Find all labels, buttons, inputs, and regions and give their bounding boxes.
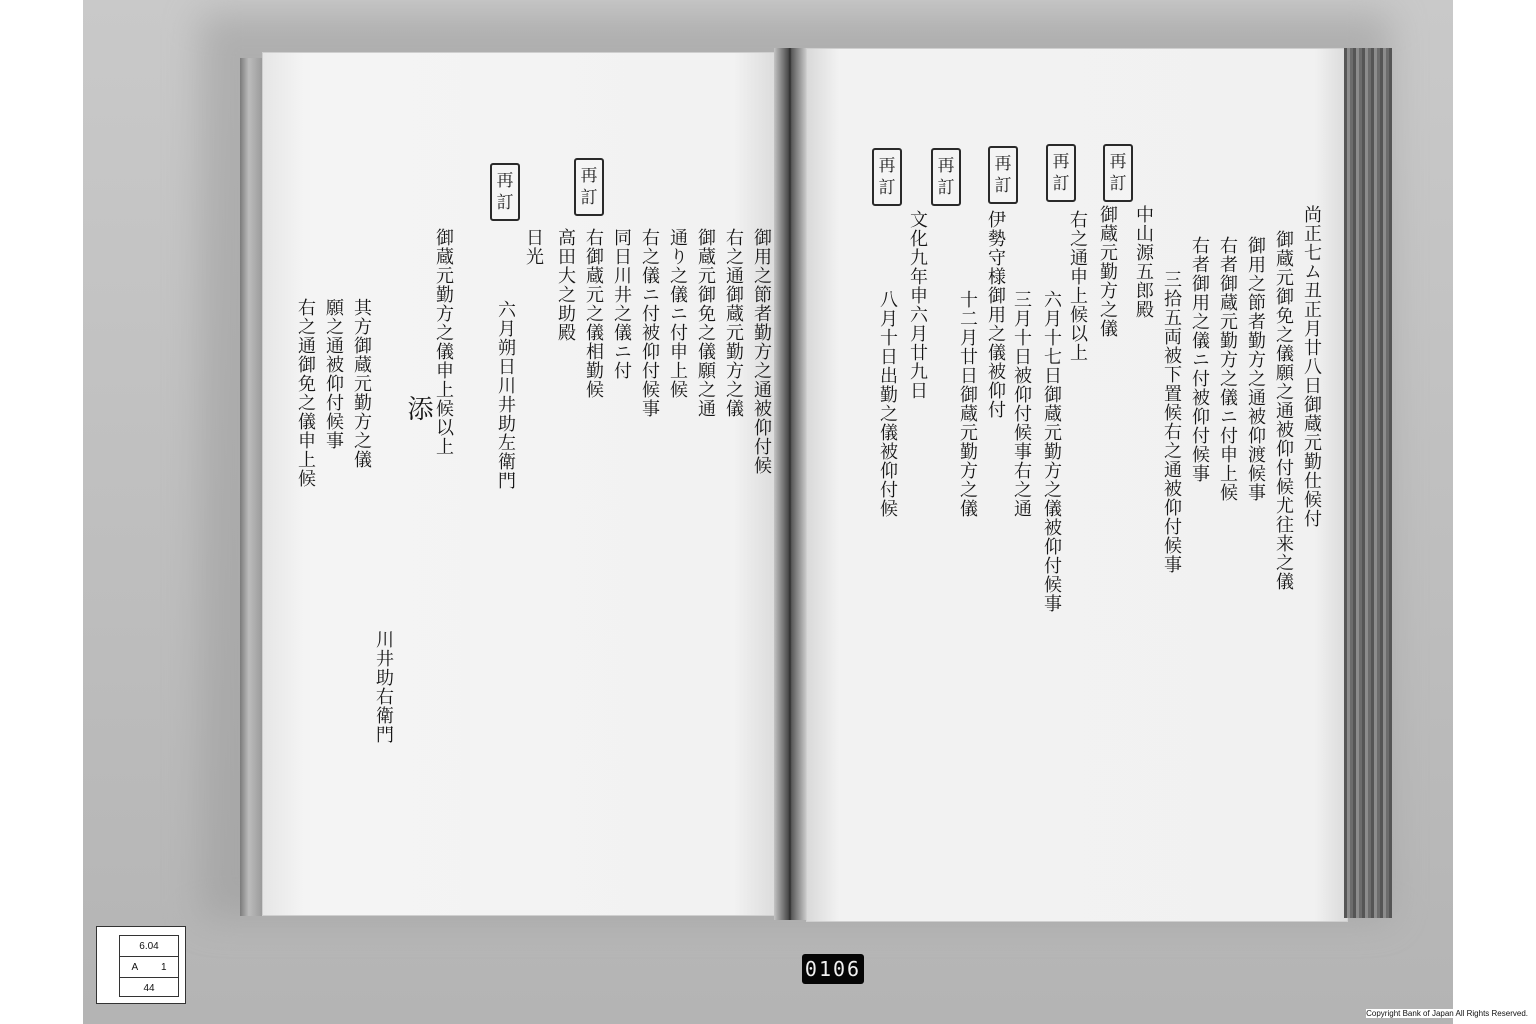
text-column: 伊勢守様御用之儀被仰付 [985, 210, 1006, 419]
text-column: 右者御蔵元勤方之儀ニ付申上候 [1217, 236, 1238, 502]
text-column: 右之通御蔵元勤方之儀 [723, 228, 744, 418]
revision-stamp [1046, 144, 1076, 202]
revision-stamp [574, 158, 604, 216]
text-column: 御蔵元勤方之儀 [1097, 205, 1118, 338]
text-column: 六月十七日御蔵元勤方之儀被仰付候事 [1041, 290, 1062, 613]
book-gutter [774, 48, 806, 920]
stamp-char-bottom: 訂 [496, 193, 514, 213]
stamp-char-bottom: 訂 [1109, 174, 1127, 194]
catalog-row-volume [120, 957, 178, 978]
stamp-char-top: 再 [937, 156, 955, 176]
frame-number-label: 0106 [802, 954, 864, 984]
text-column: 願之通被仰付候事 [323, 298, 344, 450]
catalog-section: A [131, 961, 139, 973]
text-column: 同日川井之儀ニ付 [611, 228, 632, 380]
left-page-stack-edge [240, 58, 262, 916]
text-column: 右者御用之儀ニ付被仰付候事 [1189, 236, 1210, 483]
catalog-volume: 1 [160, 961, 167, 973]
text-column: 御蔵元勤方之儀申上候以上 [433, 228, 454, 456]
right-page-stack-edge [1344, 48, 1392, 918]
stamp-char-bottom: 訂 [1052, 174, 1070, 194]
text-column: 右之儀ニ付被仰付候事 [639, 228, 660, 418]
catalog-row-number [120, 978, 178, 998]
copyright-notice: Copyright Bank of Japan All Rights Reserved. [1366, 1009, 1528, 1018]
text-column: 六月朔日川井助左衛門 [495, 300, 516, 490]
stamp-char-top: 再 [496, 171, 514, 191]
catalog-card-table [119, 935, 179, 997]
text-column: 御蔵元御免之儀願之通被仰付候尤往来之儀 [1273, 230, 1294, 591]
signatory-name: 川井助右衛門 [373, 630, 394, 744]
supplement-character: 添 [403, 395, 433, 421]
text-column: 通り之儀ニ付申上候 [667, 228, 688, 399]
stamp-char-top: 再 [1052, 152, 1070, 172]
text-column: 御用之節者勤方之通被仰付候 [751, 228, 772, 475]
text-column: 文化九年申六月廿九日 [907, 210, 928, 400]
text-column: 尚正七ム丑正月廿八日御蔵元勤仕候付 [1301, 205, 1322, 528]
revision-stamp [872, 148, 902, 206]
text-column: 右之通御免之儀申上候 [295, 298, 316, 488]
revision-stamp [1103, 144, 1133, 202]
text-column: 十二月廿日御蔵元勤方之儀 [957, 290, 978, 518]
catalog-card [96, 926, 186, 1004]
text-column: 高田大之助殿 [555, 228, 576, 342]
text-column: 御蔵元御免之儀願之通 [695, 228, 716, 418]
text-column: 中山源五郎殿 [1133, 205, 1154, 319]
revision-stamp [988, 146, 1018, 204]
catalog-number: 44 [143, 982, 155, 994]
stamp-char-bottom: 訂 [937, 178, 955, 198]
stamp-char-bottom: 訂 [994, 176, 1012, 196]
catalog-row-series [120, 936, 178, 957]
stamp-char-top: 再 [1109, 152, 1127, 172]
stamp-char-top: 再 [878, 156, 896, 176]
text-column: 御用之節者勤方之通被仰渡候事 [1245, 236, 1266, 502]
stamp-char-bottom: 訂 [580, 188, 598, 208]
stamp-char-top: 再 [580, 166, 598, 186]
text-column: 三月十日被仰付候事右之通 [1011, 290, 1032, 518]
revision-stamp [490, 163, 520, 221]
text-column: 三拾五両被下置候右之通被仰付候事 [1161, 270, 1182, 574]
stamp-char-top: 再 [994, 154, 1012, 174]
text-column: 右之通申上候以上 [1067, 210, 1088, 362]
catalog-series: 6.04 [139, 940, 159, 952]
text-column: 日光 [523, 228, 544, 266]
stamp-char-bottom: 訂 [878, 178, 896, 198]
text-column: 八月十日出勤之儀被仰付候 [877, 290, 898, 518]
revision-stamp [931, 148, 961, 206]
text-column: 其方御蔵元勤方之儀 [351, 298, 372, 469]
text-column: 右御蔵元之儀相勤候 [583, 228, 604, 399]
